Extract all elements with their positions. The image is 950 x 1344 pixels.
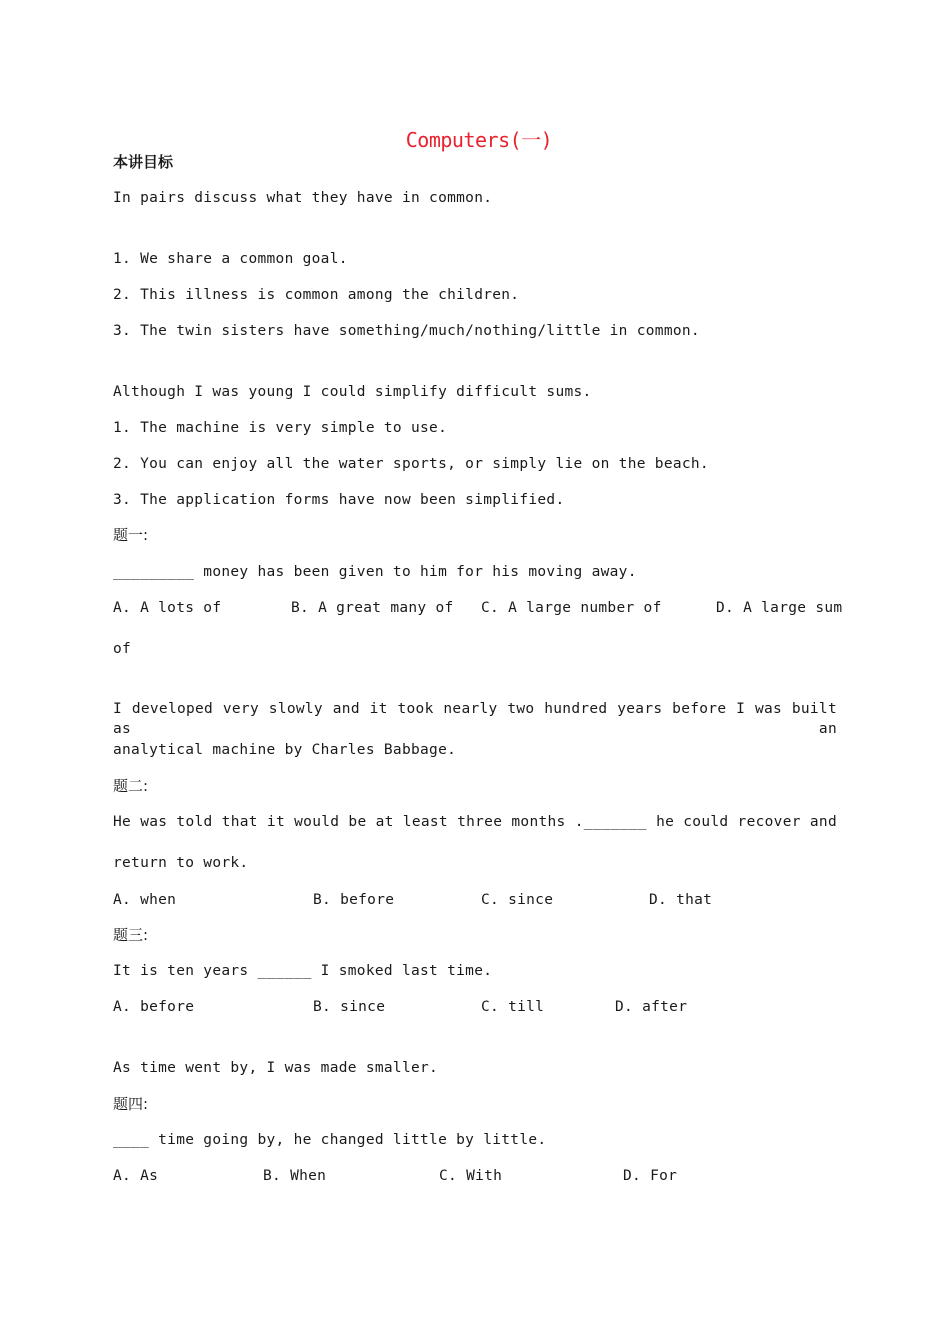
section1-example-1: 1. We share a common goal. bbox=[113, 251, 348, 267]
section1-example-2: 2. This illness is common among the children. bbox=[113, 287, 520, 303]
question-3-option-c: C. till bbox=[481, 999, 545, 1015]
question-2-option-c: C. since bbox=[481, 892, 554, 908]
question-1-option-a: A. A lots of bbox=[113, 600, 222, 616]
question-4-option-c: C. With bbox=[439, 1168, 503, 1184]
section2-intro: Although I was young I could simplify difficult sums. bbox=[113, 384, 592, 400]
question-2-label: 题二: bbox=[113, 777, 149, 795]
page-title: Computers(一) bbox=[405, 128, 553, 152]
question-3-option-d: D. after bbox=[615, 999, 688, 1015]
question-1-stem: _________ money has been given to him for his moving away. bbox=[113, 564, 637, 580]
passage-2-line-1: As time went by, I was made smaller. bbox=[113, 1060, 439, 1076]
passage-1-line-1: I developed very slowly and it took nearly two hundred years before I was built as an bbox=[113, 701, 837, 737]
passage-1-line-2: analytical machine by Charles Babbage. bbox=[113, 742, 457, 758]
question-1-label: 题一: bbox=[113, 526, 149, 544]
question-4-option-d: D. For bbox=[623, 1168, 678, 1184]
question-2-option-b: B. before bbox=[313, 892, 395, 908]
objectives-heading: 本讲目标 bbox=[113, 153, 174, 171]
question-3-option-a: A. before bbox=[113, 999, 195, 1015]
question-4-label: 题四: bbox=[113, 1095, 149, 1113]
section2-example-2: 2. You can enjoy all the water sports, or simply lie on the beach. bbox=[113, 456, 709, 472]
section1-intro: In pairs discuss what they have in common. bbox=[113, 190, 493, 206]
question-1-option-d-continuation: of bbox=[113, 641, 132, 657]
question-2-option-a: A. when bbox=[113, 892, 177, 908]
question-3-stem: It is ten years ______ I smoked last time. bbox=[113, 963, 493, 979]
question-4-stem: ____ time going by, he changed little by little. bbox=[113, 1132, 547, 1148]
question-1-option-d: D. A large sum bbox=[716, 600, 843, 616]
section1-example-3: 3. The twin sisters have something/much/nothing/little in common. bbox=[113, 323, 700, 339]
question-4-option-b: B. When bbox=[263, 1168, 327, 1184]
section2-example-3: 3. The application forms have now been simplified. bbox=[113, 492, 565, 508]
question-4-option-a: A. As bbox=[113, 1168, 159, 1184]
question-1-option-c: C. A large number of bbox=[481, 600, 662, 616]
question-1-option-b: B. A great many of bbox=[291, 600, 454, 616]
section2-example-1: 1. The machine is very simple to use. bbox=[113, 420, 448, 436]
question-3-option-b: B. since bbox=[313, 999, 386, 1015]
question-2-option-d: D. that bbox=[649, 892, 713, 908]
question-3-label: 题三: bbox=[113, 926, 149, 944]
question-2-stem-line-2: return to work. bbox=[113, 855, 249, 871]
question-2-stem-line-1: He was told that it would be at least three months ._______ he could recover and bbox=[113, 814, 837, 830]
